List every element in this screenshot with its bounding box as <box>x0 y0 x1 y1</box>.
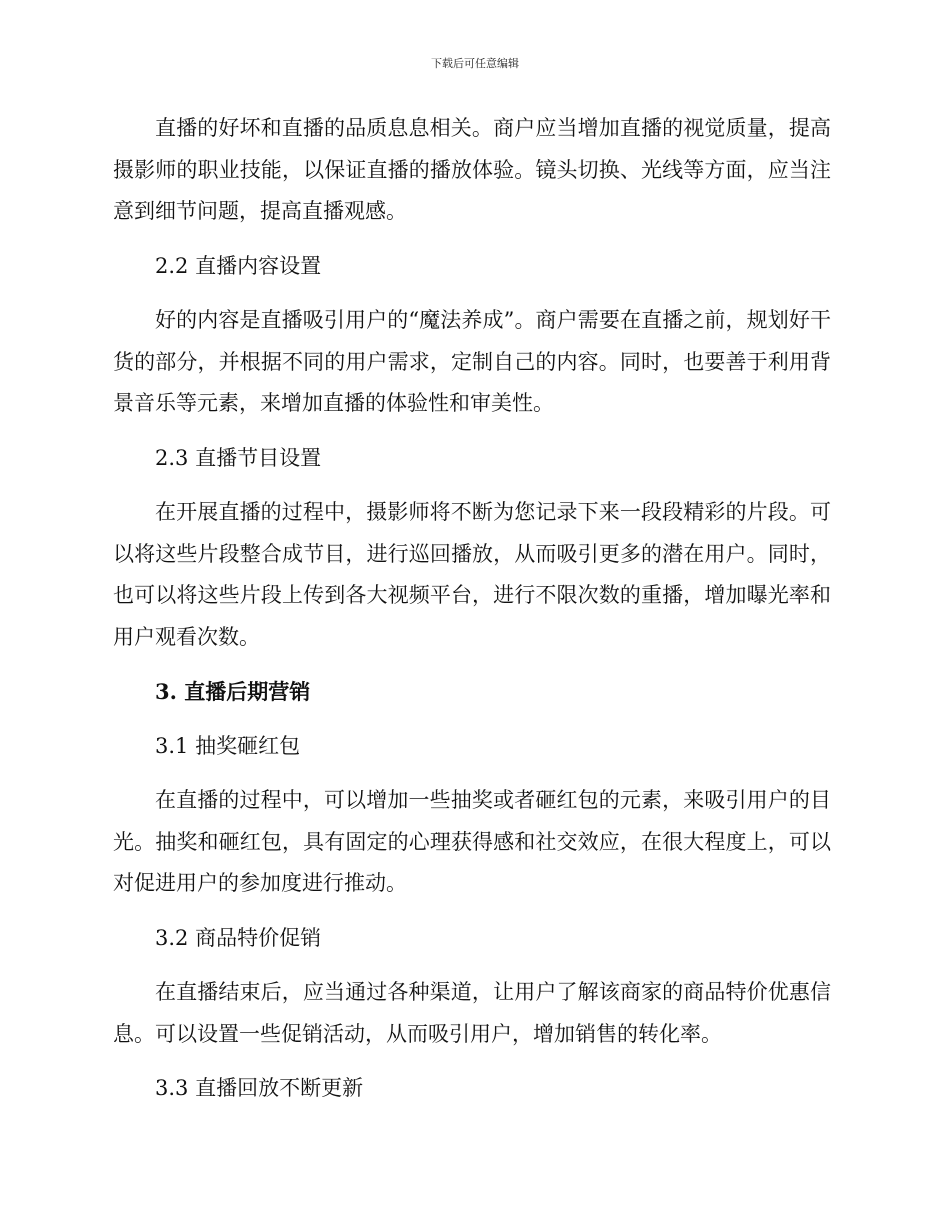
heading-2-3: 2.3 直播节目设置 <box>155 445 322 470</box>
paragraph-content-setup: 好的内容是直播吸引用户的“魔法养成”。商户需要在直播之前，规划好干货的部分，并根据不同的用户需求，定制自己的内容。同时，也要善于利用背景音乐等元素，来增加直播的体验性和审美性。 <box>113 308 831 415</box>
heading-3-1: 3.1 抽奖砸红包 <box>155 733 301 758</box>
heading-2-2: 2.2 直播内容设置 <box>155 253 322 278</box>
heading-3-2: 3.2 商品特价促销 <box>155 925 322 950</box>
paragraph-program-setup: 在开展直播的过程中，摄影师将不断为您记录下来一段段精彩的片段。可以将这些片段整合成节目，进行巡回播放，从而吸引更多的潜在用户。同时，也可以将这些片段上传到各大视频平台，进行不限次数的重播，增加曝光率和用户观看次数。 <box>113 500 831 649</box>
document-body <box>113 108 831 1123</box>
paragraph-promotion: 在直播结束后，应当通过各种渠道，让用户了解该商家的商品特价优惠信息。可以设置一些促销活动，从而吸引用户，增加销售的转化率。 <box>113 980 831 1046</box>
paragraph-live-quality: 直播的好坏和直播的品质息息相关。商户应当增加直播的视觉质量，提高摄影师的职业技能，以保证直播的播放体验。镜头切换、光线等方面，应当注意到细节问题，提高直播观感。 <box>113 116 831 223</box>
section-heading-3: 3. 直播后期营销 <box>155 679 311 704</box>
paragraph-lottery: 在直播的过程中，可以增加一些抽奖或者砸红包的元素，来吸引用户的目光。抽奖和砸红包，具有固定的心理获得感和社交效应，在很大程度上，可以对促进用户的参加度进行推动。 <box>113 788 831 895</box>
heading-3-3: 3.3 直播回放不断更新 <box>155 1076 364 1100</box>
page-header-note: 下载后可任意编辑 <box>431 57 519 70</box>
